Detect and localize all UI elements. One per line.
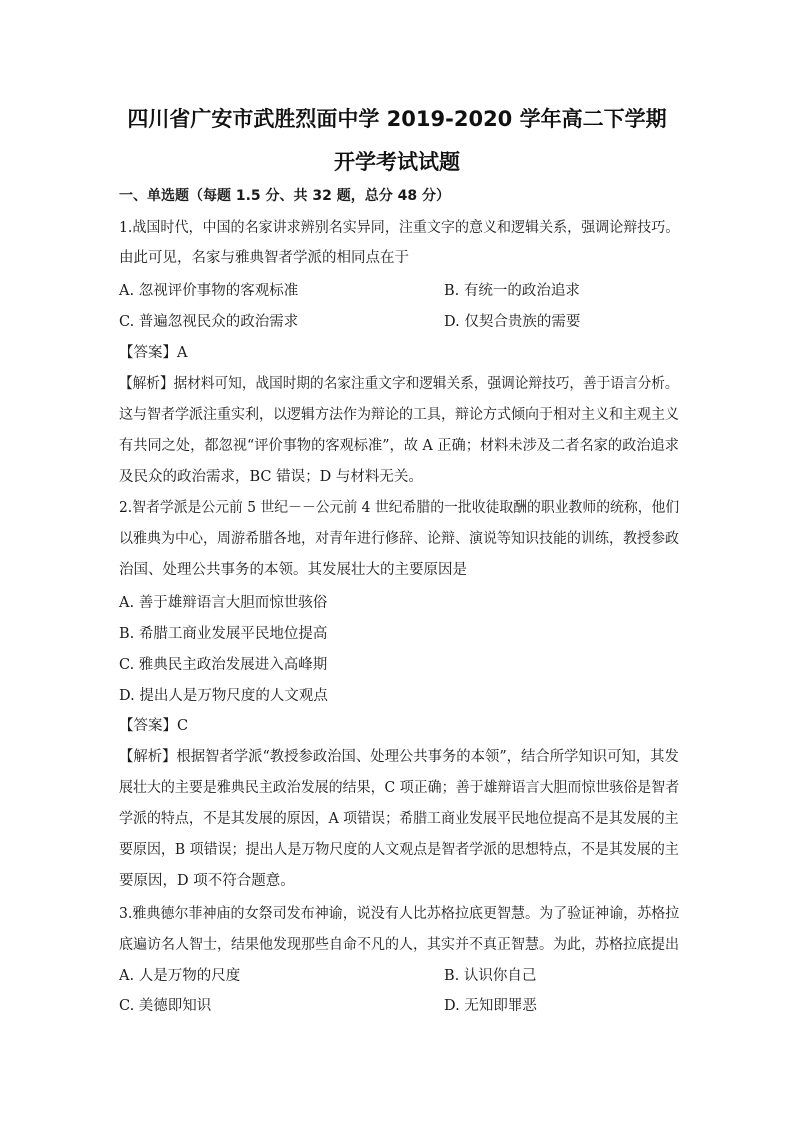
q1-analysis-line-2: 这与智者学派注重实利，以逻辑方法作为辩论的工具，辩论方式倾向于相对主义和主观主义: [119, 407, 679, 423]
q1-stem-line-1: 1.战国时代，中国的名家讲求辨别名实异同，注重文字的意义和逻辑关系，强调论辩技巧。: [119, 220, 680, 236]
q2-stem-line-3: 治国、处理公共事务的本领。其发展壮大的主要原因是: [119, 562, 467, 578]
q2-analysis-line-2: 展壮大的主要是雅典民主政治发展的结果，C 项正确；善于雄辩语言大胆而惊世骇俗是智者: [119, 780, 680, 796]
q2-analysis-line-3: 学派的特点，不是其发展的原因，A 项错误；希腊工商业发展平民地位提高不是其发展的主: [119, 811, 679, 827]
q2-option-a: A. 善于雄辩语言大胆而惊世骇俗: [119, 595, 328, 611]
q1-analysis-line-1: 【解析】据材料可知，战国时期的名家注重文字和逻辑关系，强调论辩技巧，善于语言分析。: [119, 376, 679, 392]
q2-answer: 【答案】C: [119, 718, 189, 734]
q1-answer: 【答案】A: [119, 345, 188, 361]
q1-option-a: A. 忽视评价事物的客观标准: [119, 283, 299, 299]
q3-option-c: C. 美德即知识: [119, 998, 212, 1014]
q1-analysis-line-4: 及民众的政治需求，BC 错误；D 与材料无关。: [119, 469, 423, 485]
q2-analysis-line-5: 要原因，D 项不符合题意。: [119, 873, 295, 889]
q2-option-d: D. 提出人是万物尺度的人文观点: [119, 688, 328, 704]
document-title-line-1: 四川省广安市武胜烈面中学 2019-2020 学年高二下学期: [127, 107, 667, 131]
q3-option-a: A. 人是万物的尺度: [119, 968, 241, 984]
q1-option-d: D. 仅契合贵族的需要: [444, 314, 581, 330]
q3-option-b: B. 认识你自己: [444, 968, 537, 984]
q1-stem-line-2: 由此可见，名家与雅典智者学派的相同点在于: [119, 250, 409, 266]
document-title-line-2: 开学考试试题: [334, 150, 460, 174]
q2-analysis-line-1: 【解析】根据智者学派“教授参政治国、处理公共事务的本领”，结合所学知识可知，其发: [119, 749, 679, 765]
q1-option-c: C. 普遍忽视民众的政治需求: [119, 314, 299, 330]
q2-option-b: B. 希腊工商业发展平民地位提高: [119, 626, 328, 642]
q1-analysis-line-3: 有共同之处，都忽视“评价事物的客观标准”，故 A 正确；材料未涉及二者名家的政治追求: [119, 438, 679, 454]
q2-stem-line-1: 2.智者学派是公元前 5 世纪－－公元前 4 世纪希腊的一批收徒取酬的职业教师的统称，他们: [119, 500, 680, 516]
q3-option-d: D. 无知即罪恶: [444, 998, 537, 1014]
q2-analysis-line-4: 要原因，B 项错误；提出人是万物尺度的人文观点是智者学派的思想特点，不是其发展的主: [119, 842, 679, 858]
section-heading: 一、单选题（每题 1.5 分、共 32 题，总分 48 分）: [119, 188, 451, 204]
q3-stem-line-2: 底遍访名人智士，结果他发现那些自命不凡的人，其实并不真正智慧。为此，苏格拉底提出: [119, 937, 679, 953]
q1-option-b: B. 有统一的政治追求: [444, 283, 580, 299]
q3-stem-line-1: 3.雅典德尔菲神庙的女祭司发布神谕，说没有人比苏格拉底更智慧。为了验证神谕，苏格拉: [119, 906, 680, 922]
q2-stem-line-2: 以雅典为中心，周游希腊各地，对青年进行修辞、论辩、演说等知识技能的训练，教授参政: [119, 531, 679, 547]
q2-option-c: C. 雅典民主政治发展进入高峰期: [119, 657, 328, 673]
